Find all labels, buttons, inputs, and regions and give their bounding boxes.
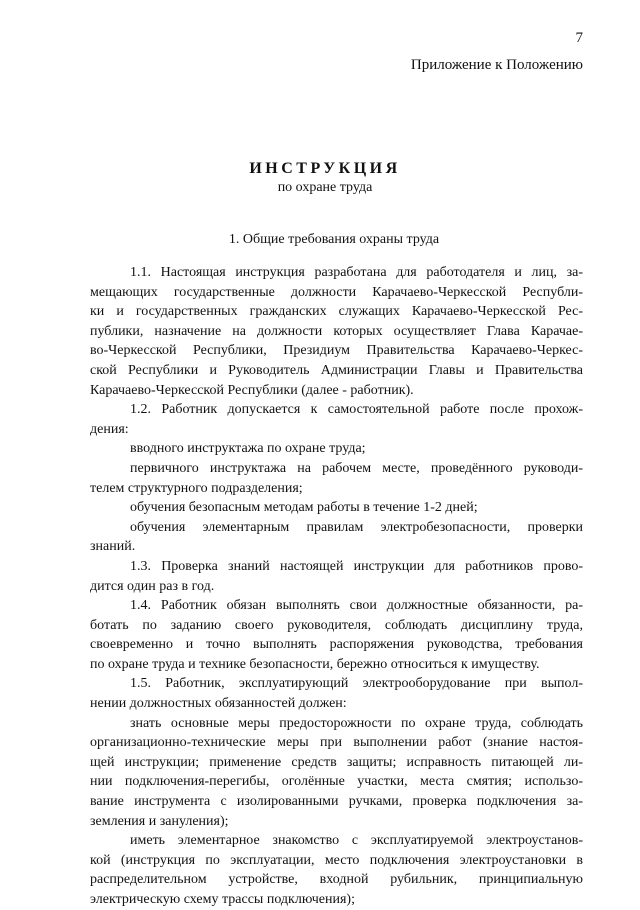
text-line: нии подключения-перегибы, оголённые участки, места смятия; использо- — [90, 774, 583, 790]
section-heading: 1. Общие требования охраны труда — [228, 232, 440, 247]
text-line: телем структурного подразделения; — [90, 480, 303, 496]
text-line: распределительном устройстве, входной рубильник, принципиальную — [90, 872, 583, 888]
text-line: ской Республики и Руководитель Администрации Главы и Правительства — [90, 362, 583, 378]
text-line: иметь элементарное знакомство с эксплуатируемой электроустанов- — [130, 833, 583, 849]
text-line: 1.3. Проверка знаний настоящей инструкции для работников прово- — [130, 558, 583, 574]
text-line: своевременно и точно выполнять распоряжения руководства, требования — [90, 637, 583, 653]
appendix-label: Приложение к Положению — [410, 57, 583, 73]
text-line: щей инструкции; применение средств защиты; исправность питающей ли- — [90, 754, 583, 770]
text-line: кой (инструкция по эксплуатации, место подключения электроустановки в — [90, 852, 583, 868]
text-line: обучения безопасным методам работы в течение 1-2 дней; — [130, 500, 478, 516]
text-line: Карачаево-Черкесской Республики (далее - работник). — [90, 382, 414, 398]
text-line: вводного инструктажа по охране труда; — [130, 441, 366, 457]
text-line: вание инструмента с изолированными ручками, проверка подключения за- — [90, 794, 583, 810]
text-line: мещающих государственные должности Карачаево-Черкесской Республи- — [90, 284, 583, 300]
text-line: ки и государственных гражданских служащих Карачаево-Черкесской Рес- — [90, 304, 583, 320]
text-line: первичного инструктажа на рабочем месте, проведённого руководи- — [130, 460, 583, 476]
document-title: ИНСТРУКЦИЯ — [249, 160, 401, 177]
text-line: обучения элементарным правилам электробезопасности, проверки — [130, 519, 583, 535]
text-line: публики, назначение на должности которых осуществляет Глава Карачае- — [90, 323, 583, 339]
text-line: 1.1. Настоящая инструкция разработана для работодателя и лиц, за- — [130, 265, 583, 280]
text-line: 1.5. Работник, эксплуатирующий электрооборудование при выпол- — [130, 676, 583, 692]
text-line: ботать по заданию своего руководителя, соблюдать дисциплину труда, — [90, 617, 583, 633]
text-line: нении должностных обязанностей должен: — [90, 696, 347, 712]
text-line: по охране труда и технике безопасности, бережно относиться к имуществу. — [90, 656, 540, 672]
text-line: 1.2. Работник допускается к самостоятельной работе после прохож- — [130, 402, 583, 418]
text-line: дения: — [90, 421, 129, 437]
document-subtitle: по охране труда — [277, 180, 373, 195]
text-line: дится один раз в год. — [90, 578, 215, 594]
text-line: знать основные меры предосторожности по охране труда, соблюдать — [130, 715, 583, 731]
text-line: земления и зануления); — [90, 813, 229, 829]
page-number: 7 — [575, 30, 583, 46]
text-line: во-Черкесской Республики, Президиум Правительства Карачаево-Черкес- — [90, 343, 583, 359]
body-text — [90, 263, 583, 910]
text-line: 1.4. Работник обязан выполнять свои должностные обязанности, ра- — [130, 598, 583, 614]
text-line: организационно-технические меры при выполнении работ (знание настоя- — [90, 735, 583, 751]
text-line: знаний. — [90, 539, 136, 555]
text-line: электрическую схему трассы подключения); — [90, 892, 355, 907]
